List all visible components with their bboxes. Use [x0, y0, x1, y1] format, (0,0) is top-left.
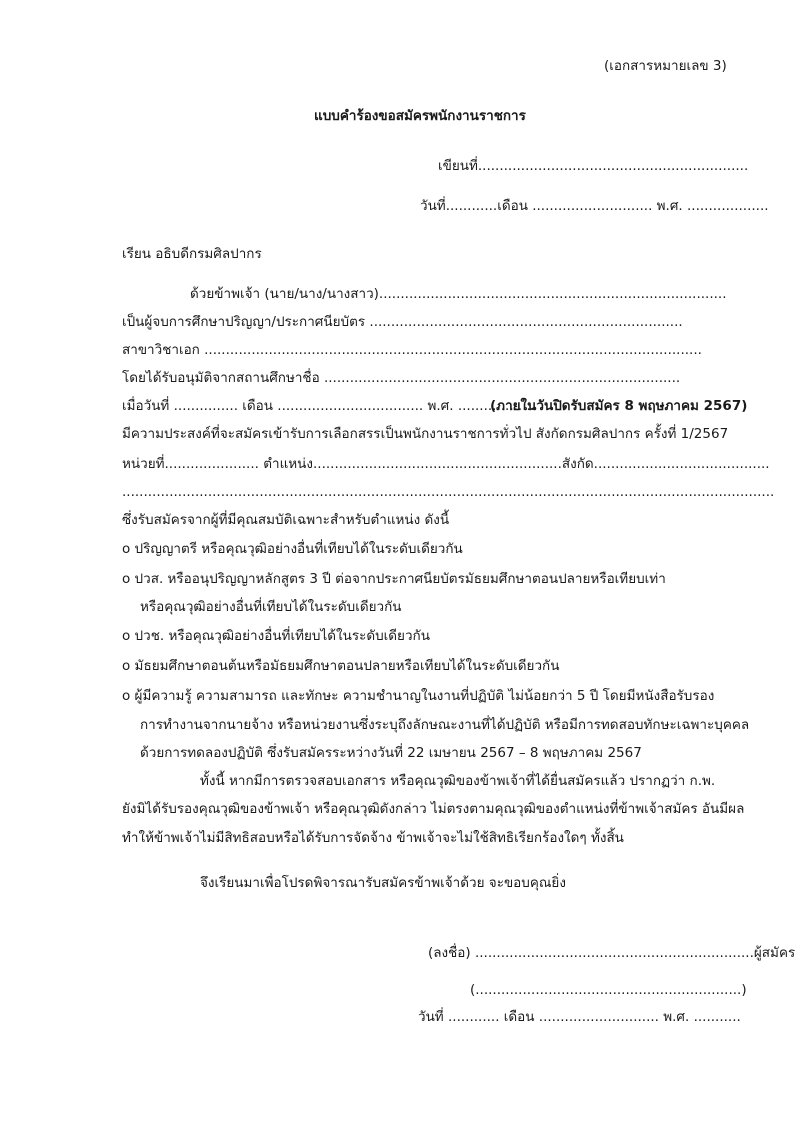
unit-position-field: หน่วยที่...................... ตำแหน่ง..........................................................สังกัด.........................................	[122, 456, 770, 472]
signature-name-field: (..............................................................)	[470, 982, 747, 998]
institution-field: โดยได้รับอนุมัติจากสถานศึกษาชื่อ ...................................................................................	[122, 370, 681, 386]
blank-line: ........................................................................................................................................................	[122, 484, 775, 500]
condition-paragraph-1: ทั้งนี้ หากมีการตรวจสอบเอกสาร หรือคุณวุฒิของข้าพเจ้าที่ได้ยื่นสมัครแล้ว ปรากฏว่า ก.พ.	[200, 773, 716, 789]
salutation: เรียน อธิบดีกรมศิลปากร	[122, 246, 262, 262]
approval-date-field: เมื่อวันที่ ............... เดือน .................................. พ.ศ. ..................	[122, 398, 536, 414]
option-diploma-cont: หรือคุณวุฒิอย่างอื่นที่เทียบได้ในระดับเดียวกัน	[140, 599, 402, 615]
option-diploma: o ปวส. หรืออนุปริญญาหลักสูตร 3 ปี ต่อจากประกาศนียบัตรมัธยมศึกษาตอนปลายหรือเทียบเท่า	[122, 571, 666, 587]
option-vocational: o ปวช. หรือคุณวุฒิอย่างอื่นที่เทียบได้ในระดับเดียวกัน	[122, 628, 430, 644]
approval-deadline-note: (ภายในวันปิดรับสมัคร 8 พฤษภาคม 2567)	[490, 398, 748, 414]
option-experience-cont2: ด้วยการทดลองปฏิบัติ ซึ่งรับสมัครระหว่างวันที่ 22 เมษายน 2567 – 8 พฤษภาคม 2567	[140, 745, 642, 761]
qualification-intro: ซึ่งรับสมัครจากผู้ที่มีคุณสมบัติเฉพาะสำหรับตำแหน่ง ดังนี้	[122, 512, 450, 528]
document-number: (เอกสารหมายเลข 3)	[604, 58, 727, 74]
condition-paragraph-3: ทำให้ข้าพเจ้าไม่มีสิทธิสอบหรือได้รับการจัดจ้าง ข้าพเจ้าจะไม่ใช้สิทธิเรียกร้องใดๆ ทั้งสิ้น	[122, 830, 624, 846]
option-bachelor: o ปริญญาตรี หรือคุณวุฒิอย่างอื่นที่เทียบได้ในระดับเดียวกัน	[122, 541, 463, 557]
date-field: วันที่............เดือน ............................ พ.ศ. ...................	[420, 198, 769, 214]
condition-paragraph-2: ยังมิได้รับรองคุณวุฒิของข้าพเจ้า หรือคุณวุฒิดังกล่าว ไม่ตรงตามคุณวุฒิของตำแหน่งที่ข้าพเจ้าสมัคร อันมีผล	[122, 801, 745, 817]
option-secondary: o มัธยมศึกษาตอนต้นหรือมัธยมศึกษาตอนปลายหรือเทียบได้ในระดับเดียวกัน	[122, 658, 560, 674]
signature-date-field: วันที่ ............ เดือน ............................ พ.ศ. ...........	[418, 1009, 741, 1025]
purpose-line: มีความประสงค์ที่จะสมัครเข้ารับการเลือกสรรเป็นพนักงานราชการทั่วไป สังกัดกรมศิลปากร ครั้งที่ 1/2567	[122, 426, 729, 442]
form-title: แบบคำร้องขอสมัครพนักงานราชการ	[314, 108, 526, 124]
degree-field: เป็นผู้จบการศึกษาปริญญา/ประกาศนียบัตร .........................................................................	[122, 314, 683, 330]
option-experience-cont1: การทำงานจากนายจ้าง หรือหน่วยงานซึ่งระบุถึงลักษณะงานที่ได้ปฏิบัติ หรือมีการทดสอบทักษะเฉพาะบุคคล	[140, 717, 750, 733]
written-at-field: เขียนที่...............................................................	[438, 158, 749, 174]
major-field: สาขาวิชาเอก ....................................................................................................................	[122, 342, 702, 358]
option-experience: o ผู้มีความรู้ ความสามารถ และทักษะ ความชำนาญในงานที่ปฏิบัติ ไม่น้อยกว่า 5 ปี โดยมีหนังสือรับรอง	[122, 688, 715, 704]
signature-field: (ลงชื่อ) .................................................................ผู้สมัคร	[428, 945, 796, 961]
closing-statement: จึงเรียนมาเพื่อโปรดพิจารณารับสมัครข้าพเจ้าด้วย จะขอบคุณยิ่ง	[200, 875, 566, 891]
applicant-name-field: ด้วยข้าพเจ้า (นาย/นาง/นางสาว).................................................................................	[190, 286, 727, 302]
